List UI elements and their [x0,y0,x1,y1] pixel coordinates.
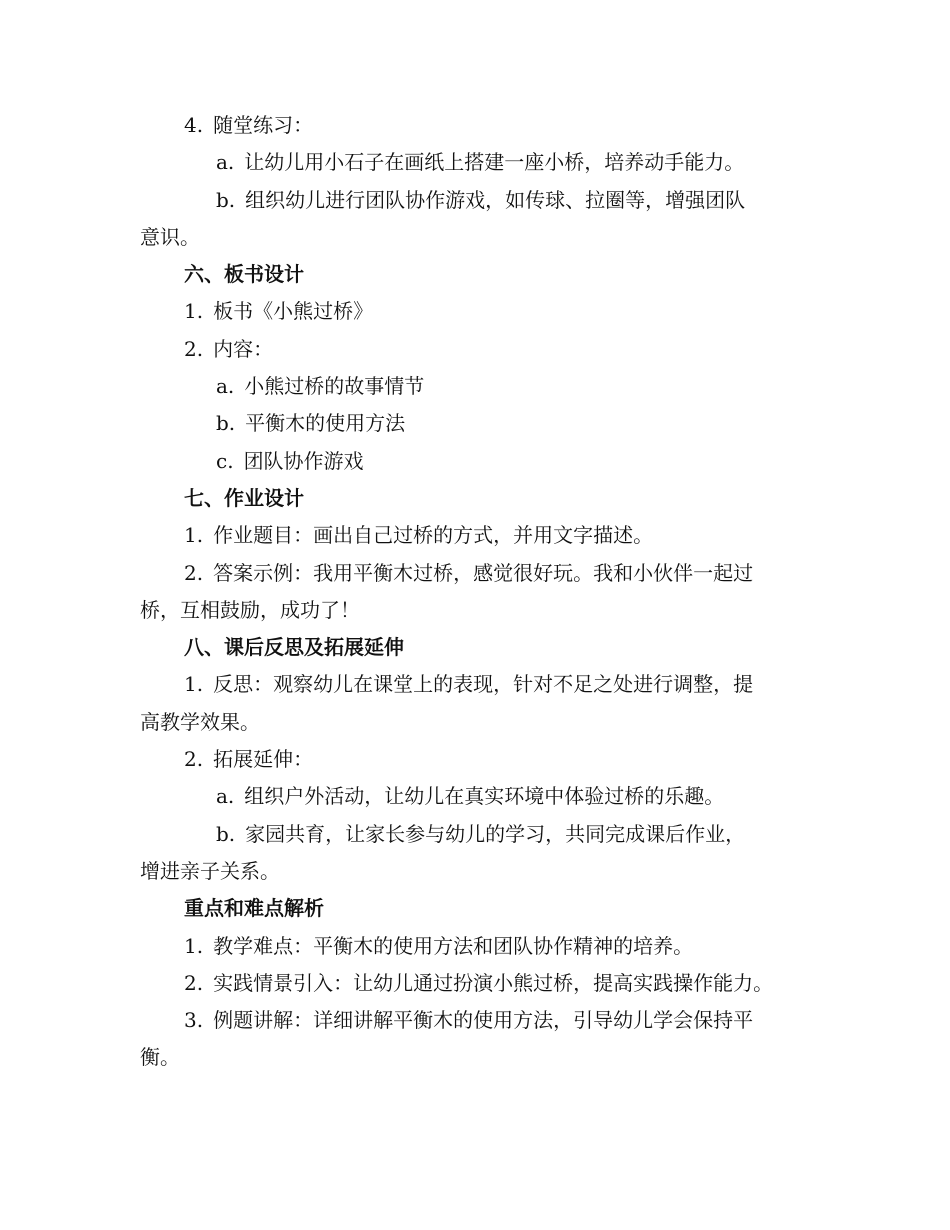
list-item [140,293,810,330]
continuation-line [140,592,810,629]
item-text: 小熊过桥的故事情节 [244,374,425,399]
list-item [140,778,810,815]
item-text: 团队协作游戏 [243,448,364,473]
continuation-line [140,704,810,741]
section-heading: 八、课后反思及拓展延伸 [184,635,404,660]
item-text: 答案示例：我用平衡木过桥，感觉很好玩。我和小伙伴一起过 [213,560,754,585]
list-item [140,666,810,703]
continuation-line [140,219,810,256]
list-item [140,965,810,1002]
item-text: 意识。 [140,224,200,249]
item-number: 4. [184,113,204,137]
item-text: 内容： [213,336,274,361]
item-number: b. [216,187,236,212]
list-item [140,928,810,965]
item-text: 实践情景引入：让幼儿通过扮演小熊过桥，提高实践操作能力。 [213,970,774,995]
item-text: 衡。 [140,1045,180,1070]
list-item [140,1002,810,1039]
document-body [140,107,810,1077]
item-text: 平衡木的使用方法 [245,411,406,436]
section-heading: 七、作业设计 [184,485,304,510]
item-number: 1. [184,523,204,548]
continuation-line [140,1039,810,1076]
item-text: 例题讲解：详细讲解平衡木的使用方法，引导幼儿学会保持平 [213,1008,754,1033]
section-heading: 六、板书设计 [184,262,304,287]
item-number: a. [216,150,235,175]
item-text: 组织户外活动，让幼儿在真实环境中体验过桥的乐趣。 [244,784,725,809]
item-number: b. [216,411,236,436]
continuation-line [140,853,810,890]
item-text: 增进亲子关系。 [140,858,280,883]
list-item [140,517,810,554]
item-text: 反思：观察幼儿在课堂上的表现，针对不足之处进行调整，提 [213,672,754,697]
list-item [140,405,810,442]
list-item [140,107,810,144]
section-heading: 重点和难点解析 [184,896,324,921]
item-number: 2. [184,560,204,585]
item-text: 拓展延伸： [213,747,314,772]
item-number: 2. [184,336,204,361]
item-text: 家园共育，让家长参与幼儿的学习，共同完成课后作业， [245,821,746,846]
item-text: 教学难点：平衡木的使用方法和团队协作精神的培养。 [213,933,694,958]
item-text: 桥，互相鼓励，成功了！ [140,597,360,622]
list-item [140,555,810,592]
item-number: c. [216,448,234,473]
list-item [140,331,810,368]
item-number: b. [216,821,236,846]
list-item [140,144,810,181]
list-item [140,182,810,219]
item-number: a. [216,784,235,809]
list-item [140,368,810,405]
item-text: 组织幼儿进行团队协作游戏，如传球、拉圈等，增强团队 [245,187,746,212]
list-item [140,816,810,853]
list-item [140,443,810,480]
item-number: a. [216,374,235,399]
item-number: 2. [184,970,204,995]
list-item [140,741,810,778]
item-text: 让幼儿用小石子在画纸上搭建一座小桥，培养动手能力。 [244,150,745,175]
item-text: 随堂练习： [213,113,314,137]
item-text: 板书《小熊过桥》 [213,299,374,324]
item-text: 作业题目：画出自己过桥的方式，并用文字描述。 [213,523,654,548]
item-number: 1. [184,933,204,958]
item-text: 高教学效果。 [140,709,260,734]
item-number: 1. [184,672,204,697]
item-number: 1. [184,299,204,324]
item-number: 3. [184,1008,204,1033]
item-number: 2. [184,747,204,772]
